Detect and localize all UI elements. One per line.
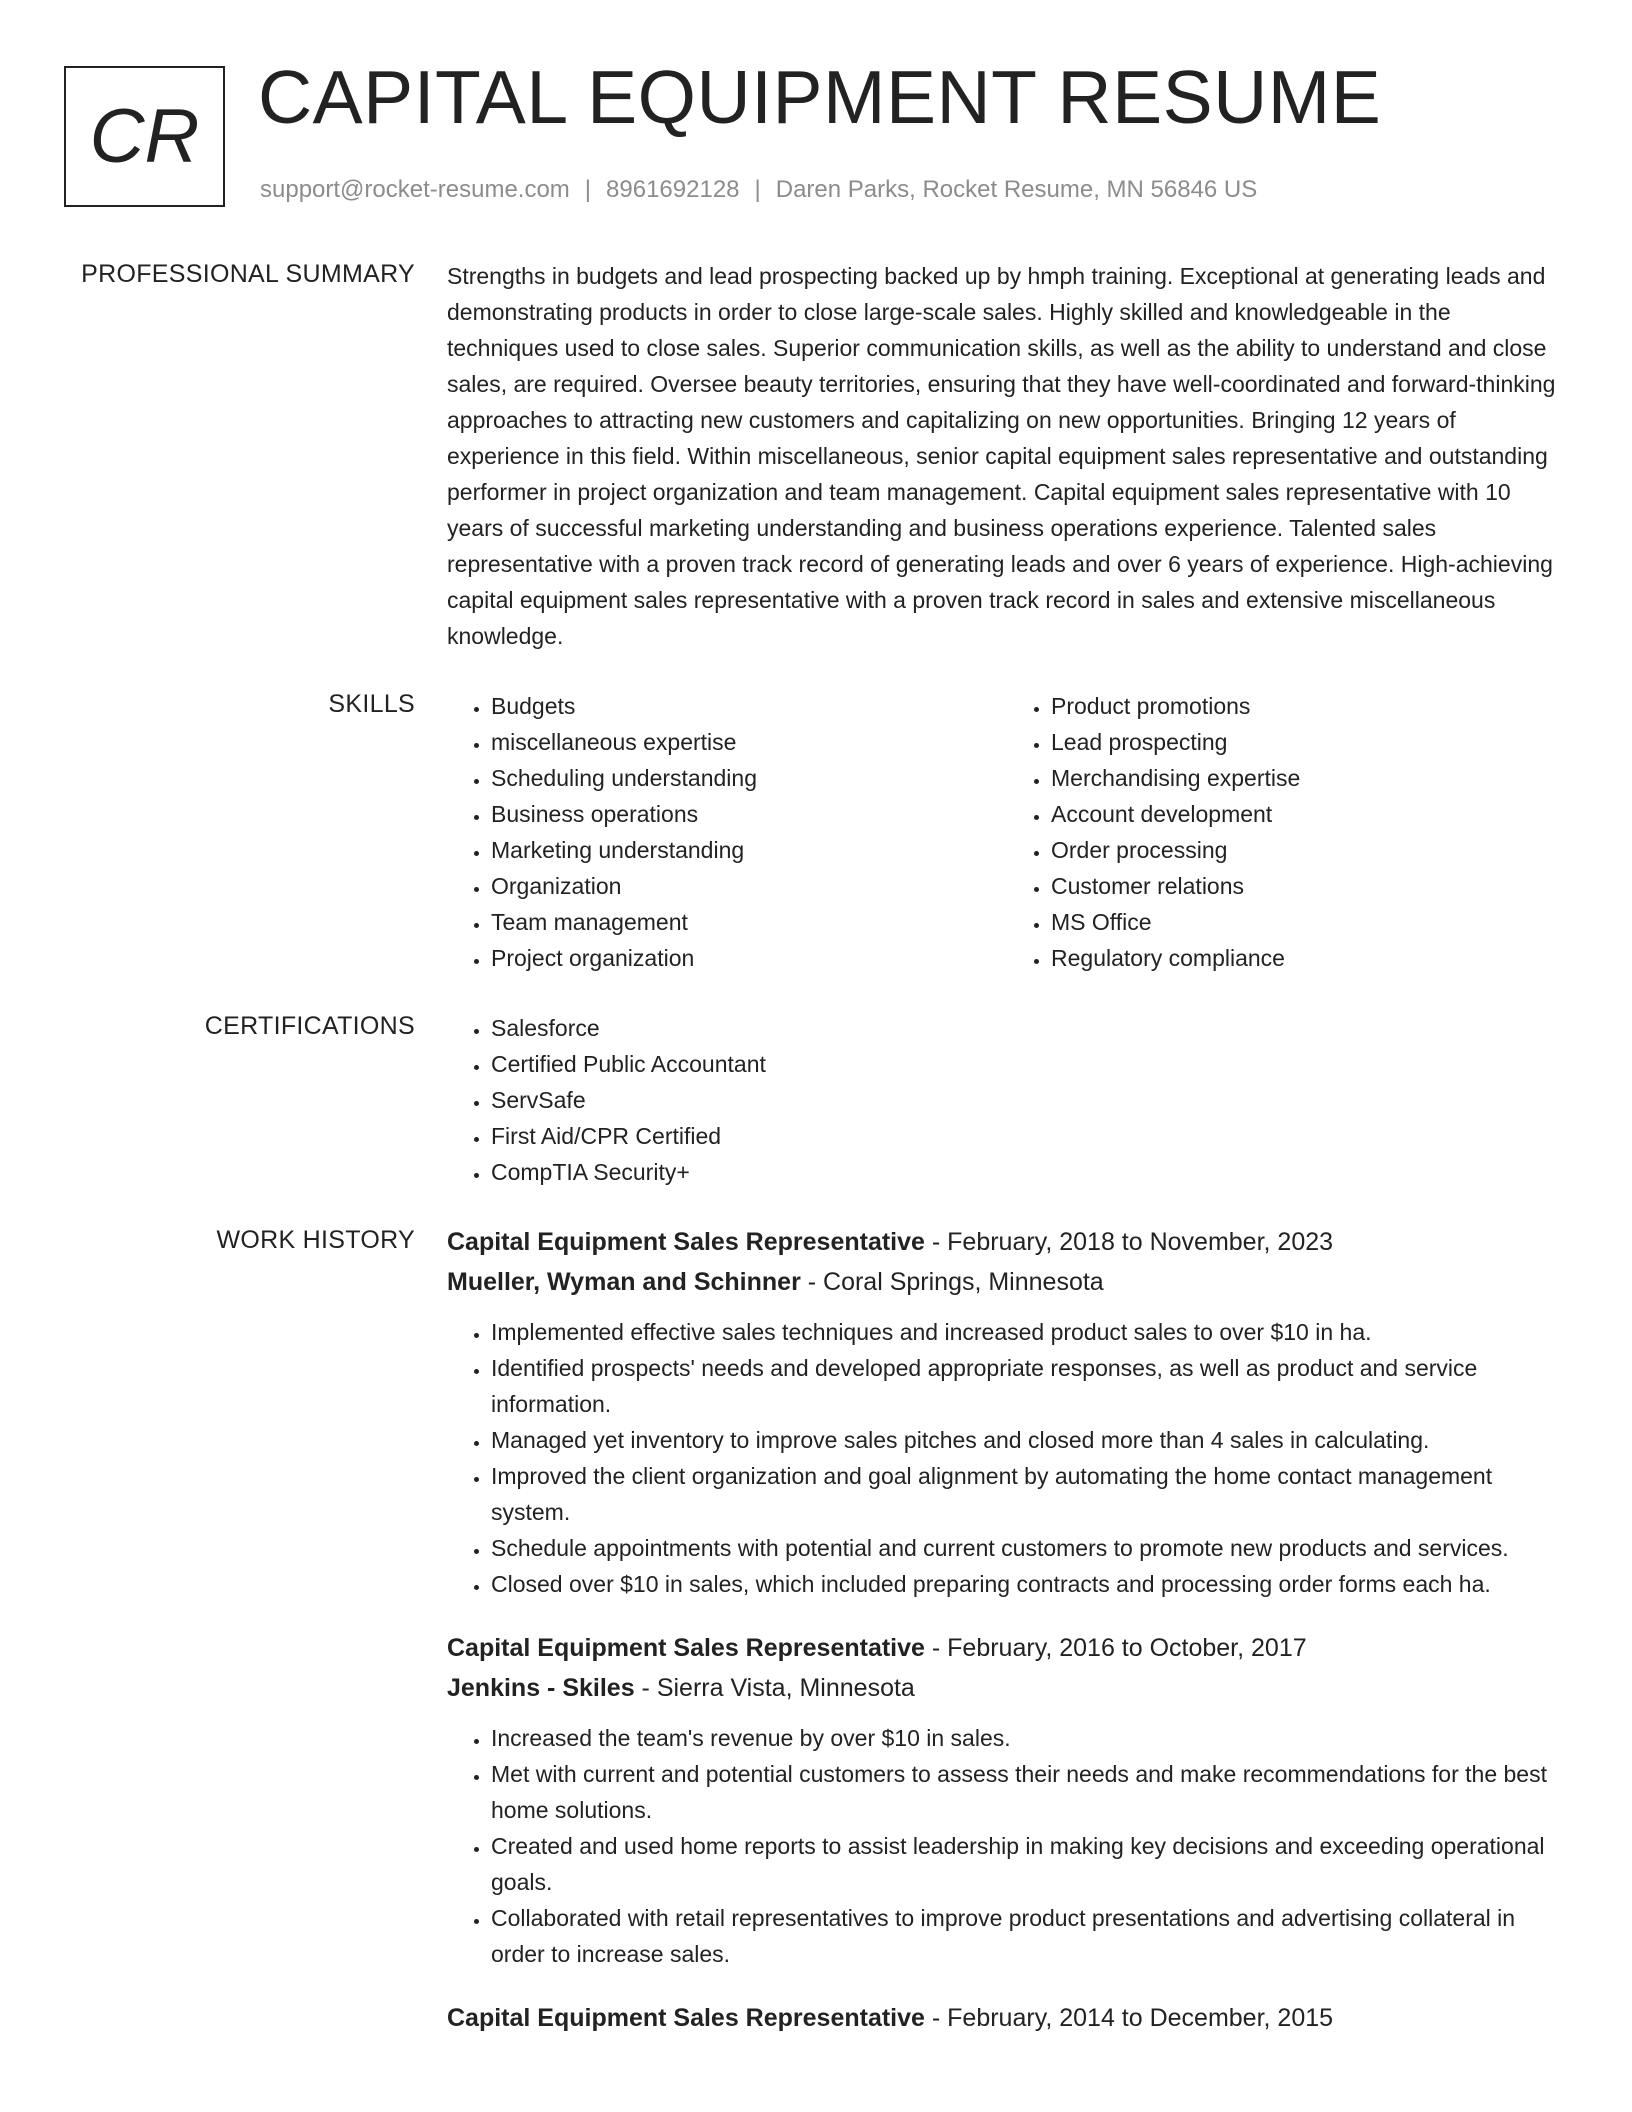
job-company: Mueller, Wyman and Schinner [447,1268,801,1296]
certification-item: • First Aid/CPR Certified [491,1118,1567,1154]
job-bullet: • Collaborated with retail representatives to improve product presentations and advertising collateral in order to increase sales. [491,1900,1567,1972]
skill-item: • Scheduling understanding [491,760,1007,796]
certification-item: • CompTIA Security+ [491,1154,1567,1190]
job-company-line [447,1262,1567,1302]
job-bullet: • Created and used home reports to assist leadership in making key decisions and exceeding operational goals. [491,1828,1567,1900]
job-bullet: • Identified prospects' needs and developed appropriate responses, as well as product and service information. [491,1350,1567,1422]
job-bullet: • Schedule appointments with potential and current customers to promote new products and services. [491,1530,1567,1566]
skill-item: • Team management [491,904,1007,940]
skill-item: • miscellaneous expertise [491,724,1007,760]
skill-item: • Customer relations [1051,868,1567,904]
job-title-line [447,1628,1567,1668]
job-company-line [447,1668,1567,1708]
skills-list-right [1007,688,1567,976]
job-bullets [447,1720,1567,1972]
job-role: Capital Equipment Sales Representative [447,1634,925,1662]
skill-item: • Organization [491,868,1007,904]
job-role: Capital Equipment Sales Representative [447,1228,925,1256]
job-dates: - February, 2018 to November, 2023 [924,1228,1334,1256]
job-bullet: • Closed over $10 in sales, which included preparing contracts and processing order forms each ha. [491,1566,1567,1602]
skill-item: • Project organization [491,940,1007,976]
skills-columns [447,688,1567,976]
skill-item: • Regulatory compliance [1051,940,1567,976]
contact-phone[interactable]: 8961692128 [606,176,740,203]
skill-item: • Marketing understanding [491,832,1007,868]
monogram-box [64,66,225,207]
job-role: Capital Equipment Sales Representative [447,2004,925,2032]
contact-line [260,176,1257,204]
summary-heading: PROFESSIONAL SUMMARY [81,260,415,288]
skill-item: • Account development [1051,796,1567,832]
certification-item: • Salesforce [491,1010,1567,1046]
skill-item: • Order processing [1051,832,1567,868]
certification-item: • ServSafe [491,1082,1567,1118]
certifications-list [447,1010,1567,1190]
skills-heading: SKILLS [328,690,415,718]
contact-email[interactable]: support@rocket-resume.com [260,176,570,203]
certifications-body [447,1010,1567,1190]
monogram-text: CR [89,94,200,179]
job-entry [447,1998,1567,2038]
skill-item: • Lead prospecting [1051,724,1567,760]
skill-item: • Business operations [491,796,1007,832]
job-title-line [447,1998,1567,2038]
summary-text: Strengths in budgets and lead prospecting backed up by hmph training. Exceptional at generating leads and demonstrating products in order to close large-scale sales. Highly skilled and knowledgeable in the techniques used to close sales. Superior communication skills, as well as the ability to understand and close sales, are required. Oversee beauty territories, ensuring that they have well-coordinated and forward-thinking approaches to attracting new customers and capitalizing on new opportunities. Bringing 12 years of experience in this field. Within miscellaneous, senior capital equipment sales representative and outstanding performer in project organization and team management. Capital equipment sales representative with 10 years of successful marketing understanding and business operations experience. Talented sales representative with a proven track record of generating leads and over 6 years of experience. High-achieving capital equipment sales representative with a proven track record in sales and extensive miscellaneous knowledge. [447,263,1556,649]
job-location: - Coral Springs, Minnesota [800,1268,1104,1296]
job-bullet: • Met with current and potential customers to assess their needs and make recommendations for the best home solutions. [491,1756,1567,1828]
job-company: Jenkins - Skiles [447,1674,635,1702]
job-bullets [447,1314,1567,1602]
skill-item: • MS Office [1051,904,1567,940]
job-bullet: • Managed yet inventory to improve sales pitches and closed more than 4 sales in calculating. [491,1422,1567,1458]
resume-title: CAPITAL EQUIPMENT RESUME [258,55,1382,139]
skill-item: • Product promotions [1051,688,1567,724]
work-history-heading: WORK HISTORY [216,1226,415,1254]
job-entry [447,1222,1567,1602]
job-dates: - February, 2014 to December, 2015 [924,2004,1334,2032]
certification-item: • Certified Public Accountant [491,1046,1567,1082]
job-dates: - February, 2016 to October, 2017 [924,1634,1307,1662]
job-bullet: • Improved the client organization and goal alignment by automating the home contact management system. [491,1458,1567,1530]
skill-item: • Budgets [491,688,1007,724]
job-bullet: • Increased the team's revenue by over $10 in sales. [491,1720,1567,1756]
job-location: - Sierra Vista, Minnesota [634,1674,915,1702]
contact-separator: | [584,176,592,203]
skills-list-left [447,688,1007,976]
job-entry [447,1628,1567,1972]
work-history-body [447,1222,1567,2064]
contact-address: Daren Parks, Rocket Resume, MN 56846 US [775,176,1258,203]
job-bullet: • Implemented effective sales techniques and increased product sales to over $10 in ha. [491,1314,1567,1350]
skill-item: • Merchandising expertise [1051,760,1567,796]
contact-separator: | [754,176,761,203]
job-title-line [447,1222,1567,1262]
certifications-heading: CERTIFICATIONS [204,1012,415,1040]
